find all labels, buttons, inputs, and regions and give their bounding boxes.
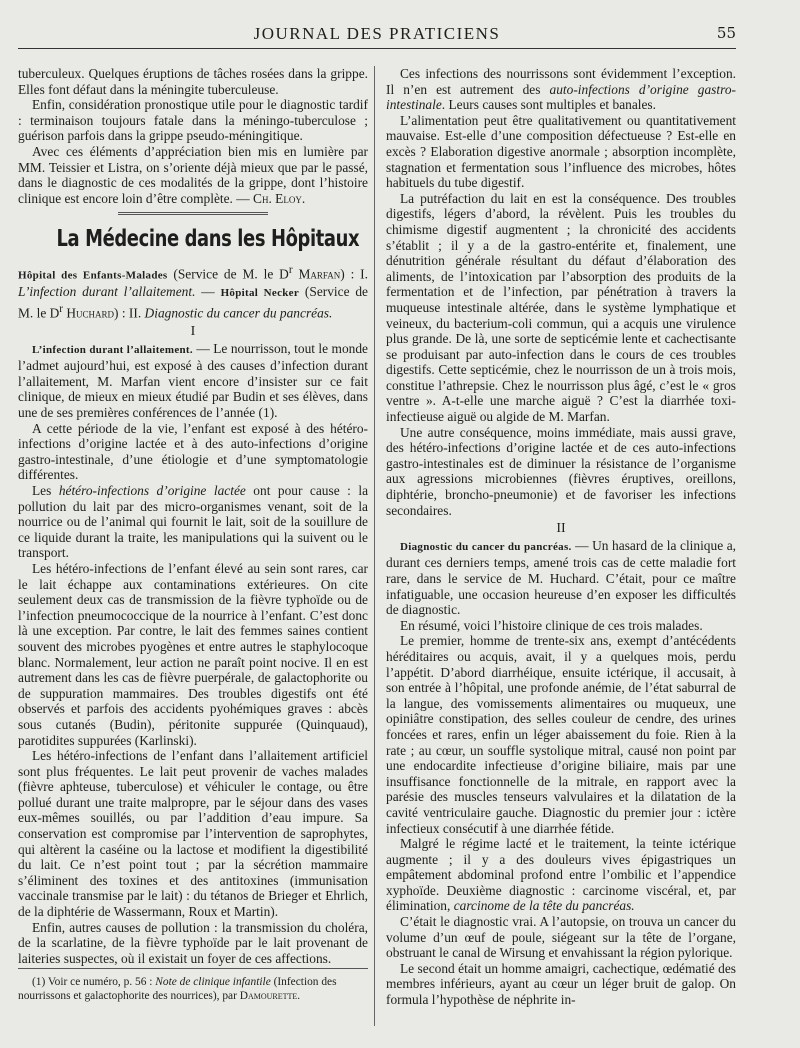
intro-topic: L’infection durant l’allaitement.: [18, 284, 196, 300]
footnote-title: Note de clinique infantile: [155, 976, 271, 988]
paragraph: A cette période de la vie, l’enfant est exposé à des hétéro-infections d’origine lactée et à des auto-infections d’origine gastro-intestinale, d’une étiologie et d’une symptomatologie différentes.: [18, 420, 368, 483]
paragraph: [386, 836, 736, 914]
paragraph: [386, 538, 736, 618]
paragraph: [18, 483, 368, 561]
emphasis: auto-infections d’origine gastro-intestinale: [386, 81, 736, 113]
author-signature: Ch. Eloy.: [253, 190, 306, 206]
footnote: [18, 968, 368, 1003]
left-column: [18, 66, 368, 966]
section-intro: [18, 263, 368, 321]
paragraph: L’alimentation peut être qualitativement ou quantitativement mauvaise. Est-elle d’une composition défectueuse ? Est-elle en excès ? Elaboration digestive anormale ; absorption incomplète, stagnation et fermentation sous l’influence des microbes, hôtes habituels du tube digestif.: [386, 112, 736, 191]
paragraph-text: . Leurs causes sont multiples et banales.: [441, 97, 656, 113]
part-number: II: [556, 521, 566, 537]
emphasis: hétéro-infections d’origine lactée: [58, 483, 246, 498]
run-in-heading: Diagnostic du cancer du pancréas.: [400, 540, 572, 553]
intro-text: —: [195, 284, 215, 300]
paragraph-text: — Un hasard de la clinique a, durant ces derniers temps, amené trois cas de cette maladie fort rare, dans le service de M. Huchard. C’était, pour ce maître infatiguable, une occasion heureuse d’en exposer les difficultés de diagnostic.: [386, 537, 736, 618]
run-in-heading: L’infection durant l’allaitement.: [32, 343, 193, 356]
section-title: La Médecine dans les Hôpitaux: [56, 226, 360, 253]
paragraph: Les hétéro-infections de l’enfant dans l’allaitement artificiel sont plus fréquentes. Le lait peut provenir de vaches malades (fièvre aphteuse, tuberculose) et véhiculer le contage, ou être pollué durant une traite malpropre, par le séjour dans des vases eux-mêmes souillés, ou par l’addition d’eau impure. Sa conservation est compromise par l’intervention de saprophytes, qui altèrent la caséine ou la lactose et modifient la digestibilité du lait. Ce n’est point tout ; par la sécrétion mammaire s’éliminent des toxines et des antitoxines (immunisation vaccinale transmise par le lait) : du tétanos de Brieger et Ehrlich, de la diphtérie de Wassermann, Roux et Martin).: [18, 748, 368, 920]
paragraph: [18, 341, 368, 421]
paragraph: C’était le diagnostic vrai. A l’autopsie, on trouva un cancer du volume d’un œuf de poule, siégeant sur la tête de l’organe, obstruant le canal de Wirsung et envahissant la région pylorique.: [386, 914, 736, 961]
footnote-author: Damourette.: [239, 990, 301, 1002]
paragraph-text: Les: [32, 483, 59, 498]
page-number: 55: [716, 24, 736, 42]
intro-text: (Service de M. le D: [18, 284, 369, 321]
hospital-name: Hôpital Necker: [220, 287, 300, 300]
intro-text: Marfan) : I.: [292, 266, 368, 282]
part-number: I: [190, 324, 196, 340]
intro-text: Huchard) : II.: [63, 305, 142, 321]
footnote-text: (Infection des nourrissons et galactophorite des nourrices), par: [18, 976, 337, 1002]
intro-sup: r: [288, 264, 293, 277]
paragraph: Une autre conséquence, moins immédiate, mais aussi grave, des hétéro-infections d’origine lactée et de ces auto-infections gastro-intestinales est de diminuer la résistance de l’organisme aux agressions microbiennes (fièvres éruptives, oreillons, diphtérie, broncho-pneumonie) et de favoriser les infections secondaires.: [386, 424, 736, 518]
section-divider: [118, 212, 268, 215]
column-rule: [374, 66, 375, 1026]
paragraph-text: Avec ces éléments d’appréciation bien mis en lumière par MM. Teissier et Listra, on s’oriente déjà mieux que par le passé, dans le diagnostic de ces modalités de la grippe, dont l’histoire clinique est encore loin d’être complète. —: [18, 143, 368, 206]
paragraph: Enfin, autres causes de pollution : la transmission du choléra, de la scarlatine, de la fièvre typhoïde par le lait provenant de laiteries suspectes, où il existait un foyer de ces affections.: [18, 919, 368, 966]
paragraph-text: ont pour cause : la pollution du lait par des micro-organismes venant, soit de la nourrice ou de l’animal qui fournit le lait, soit de la souillure de ce liquide durant la traite, les manipulations qui la suivent ou le transport.: [18, 483, 369, 561]
paragraph: tuberculeux. Quelques éruptions de tâches rosées dans la grippe. Elles font défaut dans la méningite tuberculeuse.: [18, 66, 368, 97]
intro-text: (Service de M. le D: [167, 266, 289, 282]
paragraph: Enfin, considération pronostique utile pour le diagnostic tardif : terminaison toujours fatale dans la méningo-tuberculose ; guérison parfois dans la grippe pseudo-méningitique.: [18, 97, 368, 144]
right-column: [386, 66, 736, 1008]
hospital-name: Hôpital des Enfants-Malades: [18, 269, 168, 282]
paragraph: La putréfaction du lait en est la conséquence. Des troubles digestifs, légers d’abord, la révèlent. Puis les troubles du chimisme digestif augmentent ; la chronicité des accidents s’établit ; il y a de la gastro-entérite et, finalement, une dénutrition générale résultant du défaut d’élaboration des aliments, de l’intoxication par l’absorption des produits de la fermentation et de l’infection, par pénétration à travers la muqueuse intestinale altérée, dans le système lymphatique et veineux, du bacterium-coli commun, qui a acquis une virulence plus grande. De là, une sorte de septicémie lente et cachectisante se produisant par auto-infection dans le cours de ces troubles digestifs. Cette septicémie, chez le nourrisson de un à trois mois, constitue l’athrepsie. Chez le nourrisson plus âgé, c’est le « gros ventre ». A-t-elle une marche aiguë ? C’est la diarrhée toxi-infectieuse aiguë ou algide de M. Marfan.: [386, 190, 736, 425]
paragraph: En résumé, voici l’histoire clinique de ces trois malades.: [400, 617, 703, 633]
paragraph: [18, 144, 368, 206]
paragraph-text: Malgré le régime lacté et le traitement, la teinte ictérique augmente ; il y a des douleurs vives épigastriques un empâtement abdominal profond entre l’ombilic et l’appendice xyphoïde. Deuxième diagnostic : carcinome viscéral, et, par élimination,: [386, 836, 736, 914]
intro-sup: r: [59, 303, 64, 315]
footnote-text: (1) Voir ce numéro, p. 56 :: [32, 976, 156, 988]
paragraph: Le second était un homme amaigri, cachectique, œdématié des membres inférieurs, ayant au cœur un léger bruit de galop. On formula l’hypothèse de néphrite in-: [386, 960, 736, 1008]
journal-title: JOURNAL DES PRATICIENS: [253, 24, 501, 43]
emphasis: carcinome de la tête du pancréas.: [453, 898, 635, 914]
paragraph-text: Ces infections des nourrissons sont évidemment l’exception. Il n’en est autrement des: [386, 66, 736, 97]
paragraph: Le premier, homme de trente-six ans, exempt d’antécédents héréditaires ou acquis, avait, il y a quelques mois, perdu l’appétit. D’abord diarrhéique, ensuite ictérique, il accusait, à son entrée à l’hôpital, une profonde anémie, de l’état saburral de la langue, des vomissements alimentaires ou muqueux, une opiniâtre constipation, des selles couleur de cendre, des urines foncées et rares, enfin un léger abaissement du foie. Rien à la rate ; au cœur, un souffle systolique mitral, causé non point par une endocardite infectieuse d’origine biliaire, mais par une insuffisance fonctionnelle de la mitrale, en rapport avec la parésie des muscles tenseurs valvulaires et la dilatation de la cavité ventriculaire gauche. Diagnostic du premier jour : ictère infectieux consécutif à une diarrhée fétide.: [386, 633, 736, 836]
running-header: [18, 24, 736, 49]
intro-topic: Diagnostic du cancer du pancréas.: [144, 305, 333, 321]
paragraph: Les hétéro-infections de l’enfant élevé au sein sont rares, car le lait échappe aux contaminations extérieures. On cite seulement deux cas de transmission de la fièvre typhoïde ou de l’infection pneumococcique de la nourrice à l’enfant. C’est donc là une exception. Par contre, le lait des femmes saines contient souvent des microbes pyogènes et entre autres le staphylocoque blanc. Normalement, leur action ne paraît point nocive. Il en est autrement dans les cas de fièvre puerpérale, de galactophorite ou de suppuration mammaires. Des troubles digestifs ont été observés et parfois des accidents pyohémiques graves : abcès sous cutanés (Budin), péritonite suppurée (Quinquaud), parotidites suppurées (Karlinski).: [18, 560, 368, 748]
paragraph-text: — Le nourrisson, tout le monde l’admet aujourd’hui, est exposé à des causes d’infection durant l’allaitement, M. Marfan vient encore d’insister sur ce fait clinique, de mieux en mieux étudié par Budin et ses élèves, dans une de ses premières conférences de l’année (1).: [18, 340, 368, 421]
paragraph: [386, 66, 736, 113]
